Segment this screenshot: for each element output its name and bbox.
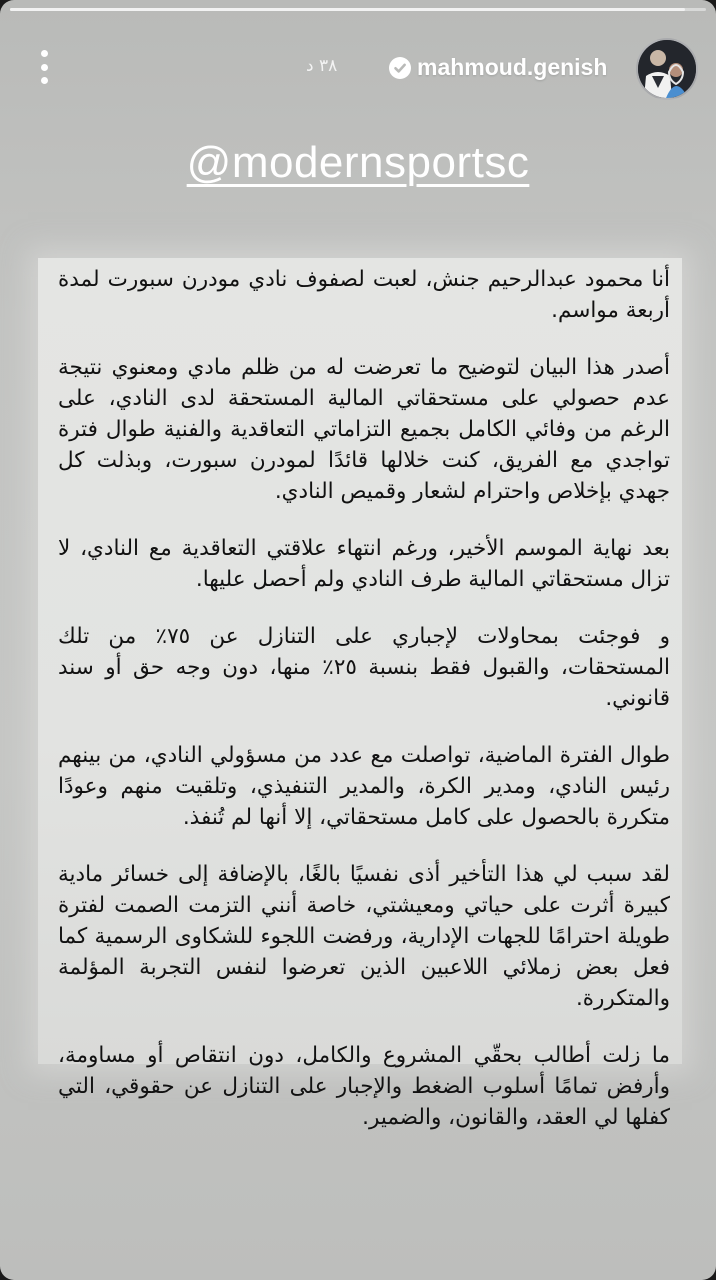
avatar[interactable]	[636, 38, 698, 100]
statement-text	[58, 264, 670, 1159]
statement-paragraph: طوال الفترة الماضية، تواصلت مع عدد من مسؤولي النادي، من بينهم رئيس النادي، ومدير الكرة، والمدير التنفيذي، وتلقيت منهم وعودًا متكررة بالحصول على كامل مستحقاتي، إلا أنها لم تُنفذ.	[58, 743, 670, 830]
story-timestamp: ٣٨ د	[306, 56, 338, 76]
story-progress-fill	[10, 8, 685, 11]
statement-paragraph: أصدر هذا البيان لتوضيح ما تعرضت له من ظلم مادي ومعنوي نتيجة عدم حصولي على مستحقاتي المالية المستحقة لدى النادي، على الرغم من وفائي الكامل بجميع التزاماتي التعاقدية والفنية طوال فترة تواجدي مع الفريق، كنت خلالها قائدًا لمودرن سبورت، وبذلت كل جهدي بإخلاص واحترام لشعار وقميص النادي.	[58, 355, 670, 504]
story-progress-bar	[10, 8, 706, 11]
statement-paragraph: بعد نهاية الموسم الأخير، ورغم انتهاء علاقتي التعاقدية مع النادي، لا تزال مستحقاتي المالية طرف النادي ولم أحصل عليها.	[58, 536, 670, 592]
statement-paragraph: ما زلت أطالب بحقّي المشروع والكامل، دون انتقاص أو مساومة، وأرفض تمامًا أسلوب الضغط والإجبار على التنازل عن حقوقي، التي كفلها لي العقد، والقانون، والضمير.	[58, 1043, 670, 1130]
statement-paragraph: لقد سبب لي هذا التأخير أذى نفسيًا بالغًا، بالإضافة إلى خسائر مادية كبيرة أثرت على حياتي ومعيشتي، خاصة أنني التزمت الصمت لفترة طويلة احترامًا للجهات الإدارية، ورفضت اللجوء للشكاوى الرسمية كما فعل بعض زملائي اللاعبين الذين تعرضوا لنفس التجربة المؤلمة والمتكررة.	[58, 862, 670, 1011]
statement-paragraph: أنا محمود عبدالرحيم جنش، لعبت لصفوف نادي مودرن سبورت لمدة أربعة مواسم.	[58, 267, 670, 323]
statement-paragraph: و فوجئت بمحاولات لإجباري على التنازل عن ٧٥٪ من تلك المستحقات، والقبول فقط بنسبة ٢٥٪ منها، دون وجه حق أو سند قانوني.	[58, 624, 670, 711]
story-username[interactable]: mahmoud.genish	[417, 54, 608, 80]
verified-badge-icon	[389, 57, 411, 79]
more-vertical-icon[interactable]	[34, 50, 54, 84]
story-header	[0, 34, 716, 100]
mention-sticker[interactable]	[164, 137, 552, 189]
story-author[interactable]	[389, 54, 607, 81]
mention-handle[interactable]: @modernsportsc	[186, 138, 530, 187]
